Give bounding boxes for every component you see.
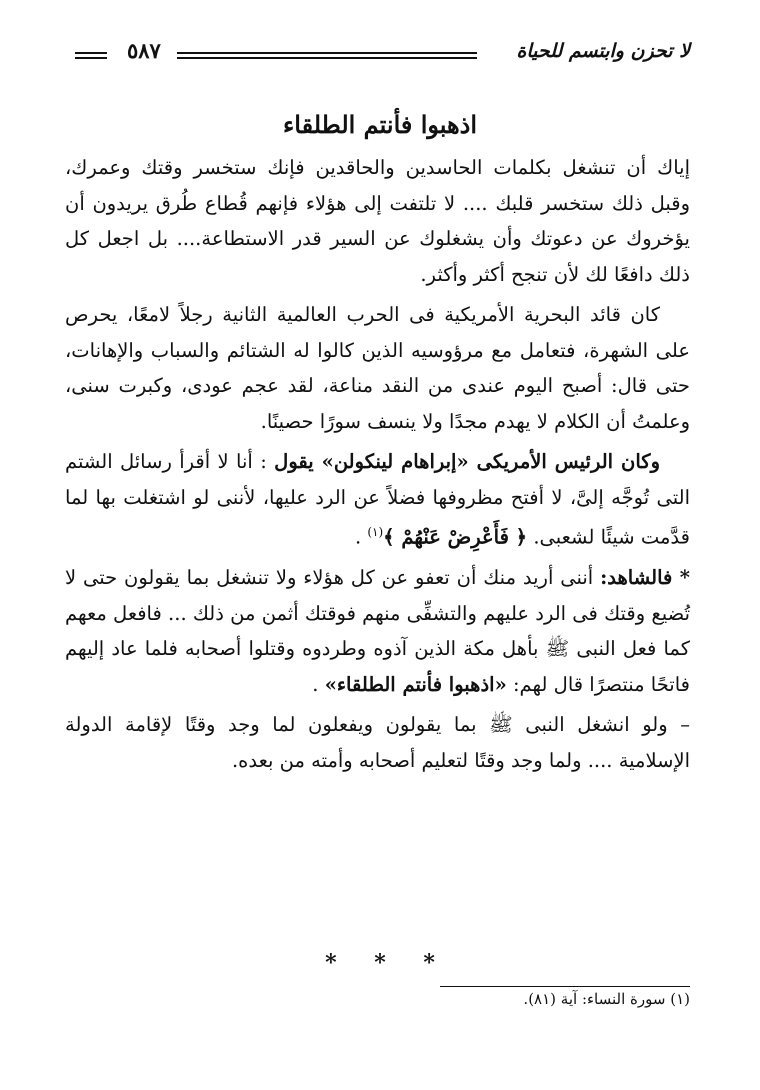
footnote-ref: (١): [367, 525, 384, 539]
conclusion-lead: * فالشاهد:: [600, 566, 691, 589]
prophet-quote: «اذهبوا فأنتم الطلقاء»: [324, 672, 507, 696]
conclusion-text: أننى أريد منك أن تعفو عن كل هؤلاء ولا تنشغل بما يقولون حتى لا تُضيع وقتك فى الرد عليهم والتشفِّى منهم فوقتك أثمن من ذلك ... فافعل معهم كما فعل النبى ﷺ بأهل مكة الذين آذوه وطردوه وقتلوا أصحابه فلما عاد إليهم فاتحًا منتصرًا قال لهم:: [65, 566, 690, 696]
section-title: اذهبوا فأنتم الطلقاء: [282, 110, 478, 139]
paragraph-2: كان قائد البحرية الأمريكية فى الحرب العالمية الثانية رجلاً لامعًا، يحرص على الشهرة، فتعامل مع مرؤوسيه الذين كالوا له الشتائم والسباب والإهانات، حتى قال: أصبح اليوم عندى من النقد مناعة، لقد عجم عودى، وكبرت سنى، وعلمتُ أن الكلام لا يهدم مجدًا ولا ينسف سورًا حصينًا.: [65, 303, 690, 433]
lincoln-quote-text: : أنا لا أقرأ رسائل الشتم التى تُوجَّه إلىَّ، لا أفتح مظروفها فضلاً عن الرد عليها، لأننى لو اشتغلت بها لما قدَّمت شيئًا لشعبى.: [65, 450, 690, 549]
footnote: (١) سورة النساء: آية (٨١).: [523, 990, 690, 1008]
paragraph-4: [65, 560, 690, 702]
paragraph-3: [65, 444, 690, 555]
running-title: لا تحزن وابتسم للحياة: [516, 40, 690, 62]
paragraph-1: إياك أن تنشغل بكلمات الحاسدين والحاقدين فإنك ستخسر وقتك وعمرك، وقبل ذلك ستخسر قلبك .... لا تلتفت إلى هؤلاء فإنهم قُطاع طُرق يريدون أن يؤخروك عن دعوتك وأن يشغلوك عن السير قدر الاستطاعة.... بل اجعل كل ذلك دافعًا لك لأن تنجح أكثر وأكثر.: [65, 156, 690, 286]
page-number: ٥٨٧: [127, 38, 161, 63]
paragraph-4-end: .: [312, 672, 319, 696]
main-text: [65, 150, 690, 783]
paragraph-3-end: .: [354, 525, 362, 549]
running-header: [75, 36, 690, 76]
header-rule-long: [177, 52, 477, 54]
quran-quote: ﴿ فَأَعْرِضْ عَنْهُمْ ﴾: [383, 525, 528, 549]
paragraph-5: – ولو انشغل النبى ﷺ بما يقولون ويفعلون لما وجد وقتًا لإقامة الدولة الإسلامية .... ولما وجد وقتًا لتعليم أصحابه وأمته من بعده.: [65, 713, 690, 772]
header-rule-short-lower: [75, 57, 107, 59]
header-rule-short: [75, 52, 107, 54]
footnote-rule: [440, 986, 690, 987]
header-rule-long-lower: [177, 57, 477, 59]
lincoln-lead: وكان الرئيس الأمريكى «إبراهام لينكولن» يقول: [274, 450, 660, 473]
section-separator: * * *: [325, 950, 435, 976]
